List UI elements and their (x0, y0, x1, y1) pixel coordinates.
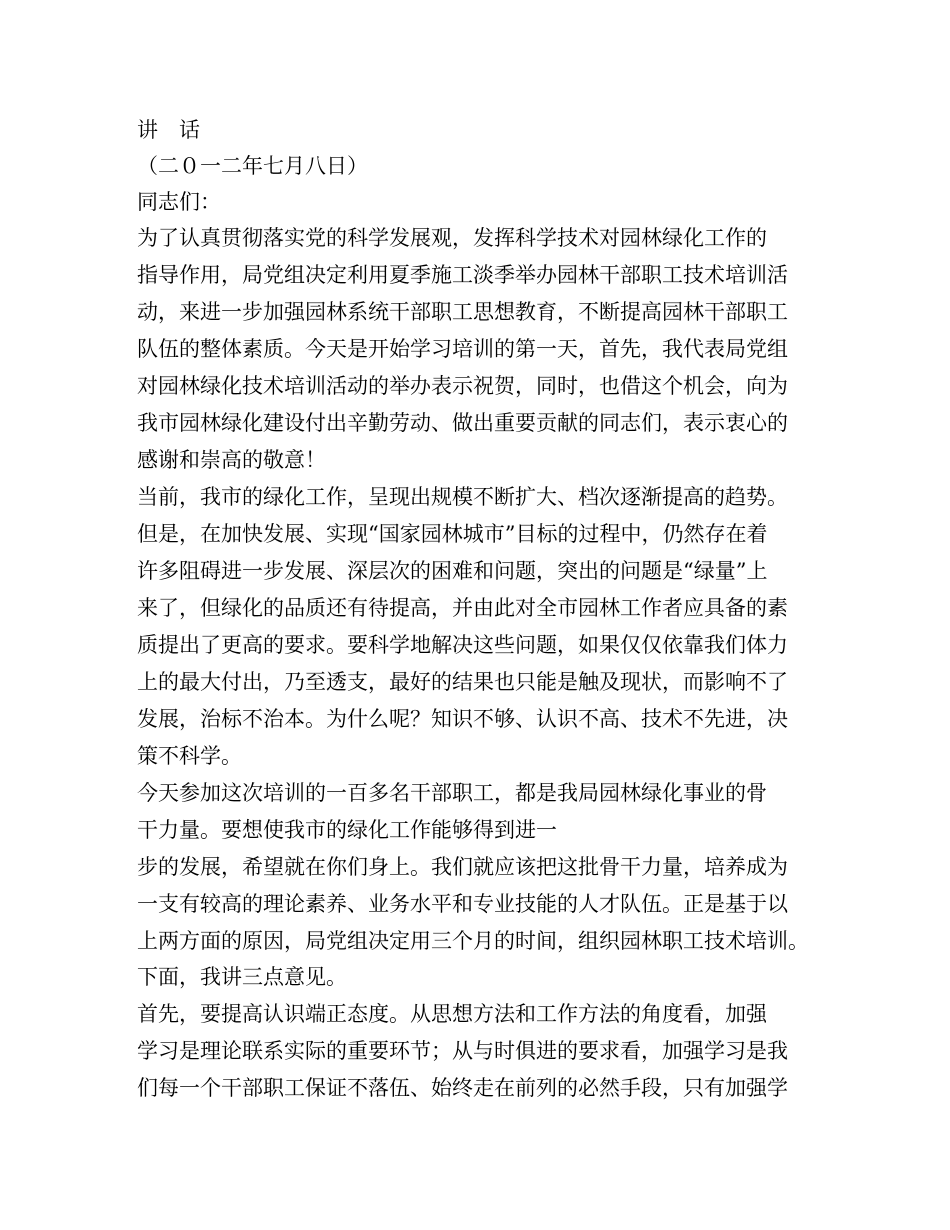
text-line: 干力量。要想使我市的绿化工作能够得到进一 (137, 818, 557, 842)
speech-title: 讲 话 (137, 118, 200, 142)
text-line: 上两方面的原因，局党组决定用三个月的时间，组织园林职工技术培训。 (137, 929, 809, 953)
text-line: 队伍的整体素质。今天是开始学习培训的第一天，首先，我代表局党组 (137, 337, 788, 361)
salutation: 同志们： (137, 190, 221, 214)
text-line: 们每一个干部职工保证不落伍、始终走在前列的必然手段，只有加强学 (137, 1076, 788, 1100)
text-line: 今天参加这次培训的一百多名干部职工，都是我局园林绿化事业的骨 (137, 781, 767, 805)
text-line: 动，来进一步加强园林系统干部职工思想教育，不断提高园林干部职工 (137, 300, 788, 324)
text-line: 指导作用，局党组决定利用夏季施工淡季举办园林干部职工技术培训活 (137, 263, 788, 287)
text-line: 我市园林绿化建设付出辛勤劳动、做出重要贡献的同志们，表示衷心的 (137, 411, 788, 435)
text-line: 质提出了更高的要求。要科学地解决这些问题，如果仅仅依靠我们体力 (137, 633, 788, 657)
text-line: 学习是理论联系实际的重要环节；从与时俱进的要求看，加强学习是我 (137, 1039, 788, 1063)
text-line: 许多阻碍进一步发展、深层次的困难和问题，突出的问题是“绿量”上 (137, 559, 768, 583)
text-line: 但是，在加快发展、实现“国家园林城市”目标的过程中，仍然存在着 (137, 522, 768, 546)
text-line: 首先，要提高认识端正态度。从思想方法和工作方法的角度看，加强 (137, 1002, 767, 1026)
text-line: 一支有较高的理论素养、业务水平和专业技能的人才队伍。正是基于以 (137, 892, 788, 916)
text-line: 上的最大付出，乃至透支，最好的结果也只能是触及现状，而影响不了 (137, 670, 788, 694)
text-line: 步的发展，希望就在你们身上。我们就应该把这批骨干力量，培养成为 (137, 855, 788, 879)
text-line: 为了认真贯彻落实党的科学发展观，发挥科学技术对园林绿化工作的 (137, 226, 767, 250)
speech-date: （二０一二年七月八日） (137, 154, 368, 178)
text-line: 发展，治标不治本。为什么呢？知识不够、认识不高、技术不先进，决 (137, 707, 788, 731)
text-line: 当前，我市的绿化工作，呈现出规模不断扩大、档次逐渐提高的趋势。 (137, 485, 788, 509)
text-line: 策不科学。 (137, 744, 242, 768)
text-line: 来了，但绿化的品质还有待提高，并由此对全市园林工作者应具备的素 (137, 596, 788, 620)
text-line: 感谢和崇高的敬意！ (137, 448, 326, 472)
text-line: 对园林绿化技术培训活动的举办表示祝贺，同时，也借这个机会，向为 (137, 374, 788, 398)
text-line: 下面，我讲三点意见。 (137, 965, 347, 989)
